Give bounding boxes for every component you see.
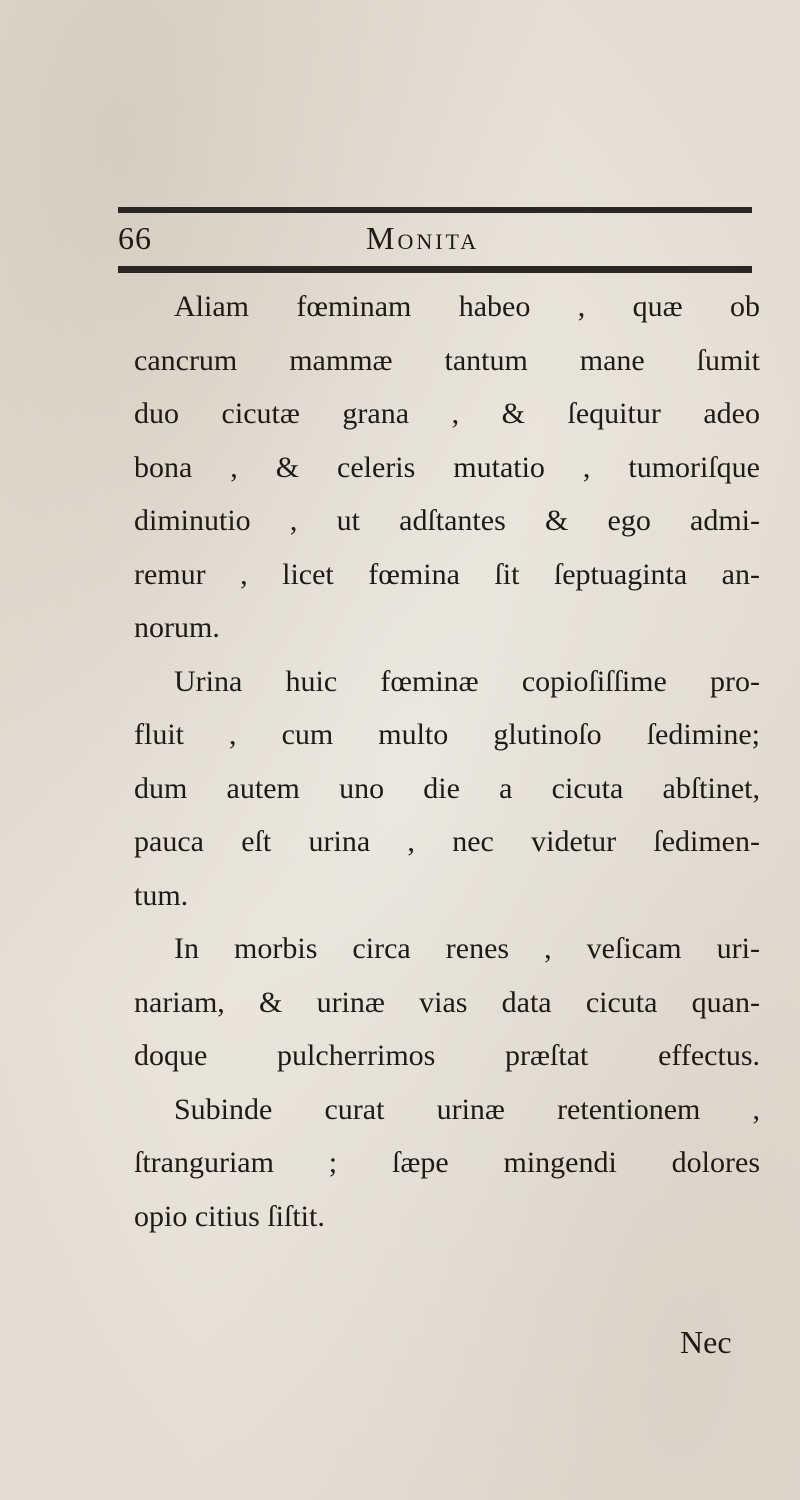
text-line: opio citius ſiſtit. — [134, 1199, 325, 1233]
running-head: Monita — [366, 220, 480, 256]
header-rule-top — [118, 207, 752, 213]
body-text — [134, 280, 760, 1243]
page-number: 66 — [118, 220, 152, 256]
text-line: In morbis circa renes , veſicam uri- — [174, 932, 760, 965]
catchword: Nec — [680, 1324, 732, 1360]
text-line: ſtranguriam ; ſæpe mingendi dolores — [134, 1146, 760, 1179]
header-rule-bottom — [118, 266, 752, 273]
text-line: nariam, & urinæ vias data cicuta quan- — [134, 985, 760, 1019]
text-line: norum. — [134, 611, 220, 644]
text-line: cancrum mammæ tantum mane ſumit — [134, 343, 760, 377]
text-line: dum autem uno die a cicuta abſtinet, — [134, 771, 760, 805]
text-line: doque pulcherrimos præſtat effectus. — [134, 1039, 760, 1072]
text-line: tum. — [134, 878, 189, 912]
text-line: Subinde curat urinæ retentionem , — [174, 1092, 760, 1126]
text-line: Urina huic fœminæ copioſiſſime pro- — [174, 664, 760, 698]
text-line: duo cicutæ grana , & ſequitur adeo — [134, 397, 760, 430]
text-line: diminutio , ut adſtantes & ego admi- — [134, 504, 760, 537]
text-line: remur , licet fœmina ſit ſeptuaginta an- — [134, 557, 760, 591]
text-line: fluit , cum multo glutinoſo ſedimine; — [134, 718, 760, 751]
text-line: bona , & celeris mutatio , tumoriſque — [134, 450, 760, 484]
text-line: Aliam fœminam habeo , quæ ob — [174, 290, 760, 323]
text-line: pauca eſt urina , nec videtur ſedimen- — [134, 825, 760, 858]
